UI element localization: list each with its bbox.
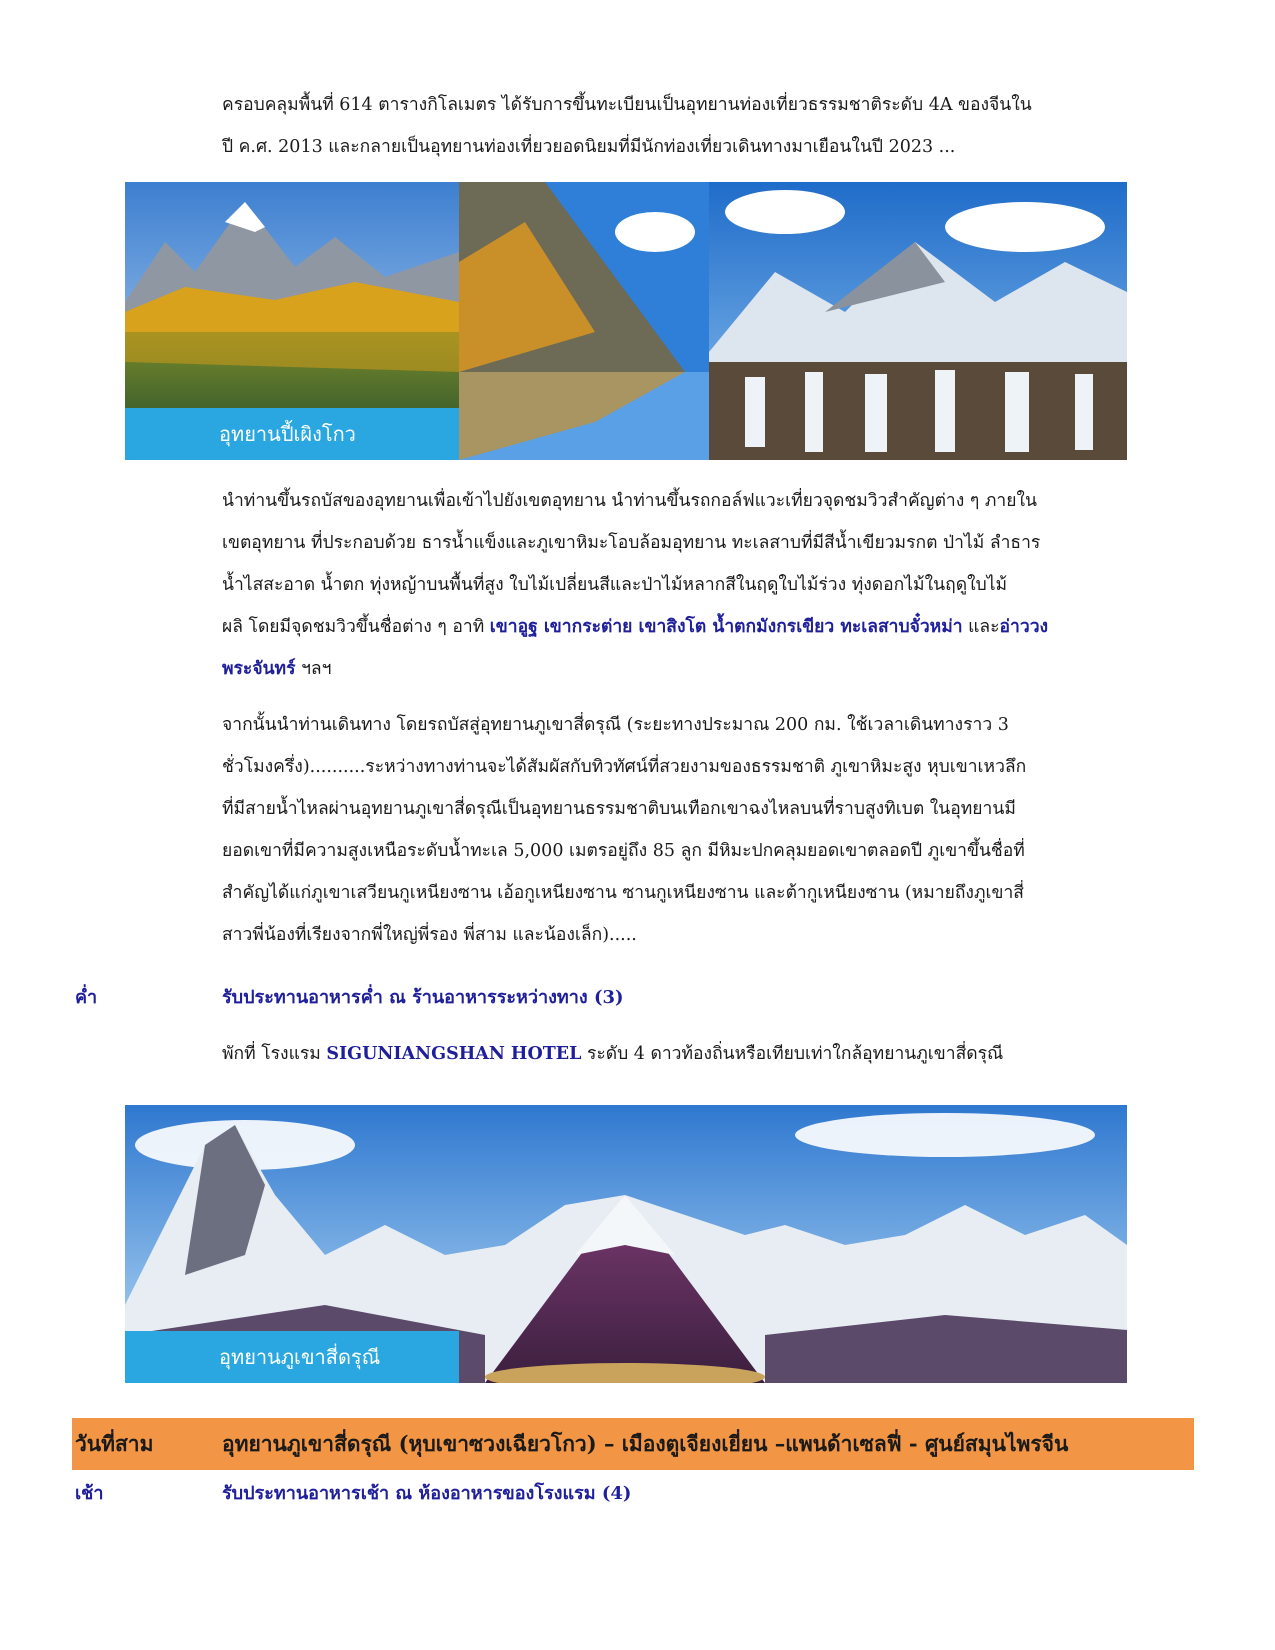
body-line: สำคัญได้แก่ภูเขาเสวียนกูเหนียงซาน เอ้อกูเหนียงซาน ซานกูเหนียงซาน และต้ากูเหนียงซาน (หมายถึงภูเขาสี่ — [222, 883, 1024, 903]
intro-paragraph — [222, 84, 1182, 168]
body-line — [222, 648, 1182, 690]
highlight-attraction: อ่าววง — [999, 617, 1049, 637]
body-line: สาวพี่น้องที่เรียงจากพี่ใหญ่พี่รอง พี่สาม และน้องเล็ก)..... — [222, 925, 637, 945]
body-line: เขตอุทยาน ที่ประกอบด้วย ธารน้ำแข็งและภูเขาหิมะโอบล้อมอุทยาน ทะเลสาบที่มีสีน้ำเขียวมรกต ป่าไม้ ลำธาร — [222, 533, 1041, 553]
body-line: ที่มีสายน้ำไหลผ่านอุทยานภูเขาสี่ดรุณีเป็นอุทยานธรรมชาติบนเทือกเขาฉงไหลบนที่ราบสูงทิเบต ในอุทยานมี — [222, 799, 1016, 819]
body-text: และ — [962, 617, 1000, 637]
journey-paragraph — [222, 704, 1182, 956]
intro-line: ครอบคลุมพื้นที่ 614 ตารางกิโลเมตร ได้รับการขึ้นทะเบียนเป็นอุทยานท่องเที่ยวธรรมชาติระดับ 4A ของจีนใน — [222, 95, 1032, 115]
day3-header-bar — [72, 1418, 1194, 1470]
body-line: จากนั้นนำท่านเดินทาง โดยรถบัสสู่อุทยานภูเขาสี่ดรุณี (ระยะทางประมาณ 200 กม. ใช้เวลาเดินทางราว 3 — [222, 715, 1009, 735]
photo-caption: อุทยานปี้เผิงโกว — [125, 408, 459, 460]
siguniang-mountain-photo — [125, 1105, 1127, 1383]
photo-caption: อุทยานภูเขาสี่ดรุณี — [125, 1331, 459, 1383]
meal-tag: ค่ำ — [75, 987, 98, 1008]
body-text: ฯลฯ — [295, 659, 332, 679]
highlight-attractions: เขาอูฐ เขากระต่าย เขาสิงโต น้ำตกมังกรเขียว ทะเลสาบจั๋วหม่า — [489, 617, 963, 637]
intro-line: ปี ค.ศ. 2013 และกลายเป็นอุทยานท่องเที่ยวยอดนิยมที่มีนักท่องเที่ยวเดินทางมาเยือนในปี 2023 ... — [222, 137, 956, 157]
hotel-line — [222, 1034, 1003, 1074]
meal-tag: เช้า — [75, 1483, 104, 1504]
bipenggou-photo-collage — [125, 182, 1127, 460]
body-line: ชั่วโมงครึ่ง)..........ระหว่างทางท่านจะได้สัมผัสกับทิวทัศน์ที่สวยงามของธรรมชาติ ภูเขาหิมะสูง หุบเขาเหวลึก — [222, 757, 1027, 777]
meal-text: รับประทานอาหารค่ำ ณ ร้านอาหารระหว่างทาง (3) — [222, 987, 624, 1008]
highlight-attraction: พระจันทร์ — [222, 659, 296, 679]
park-description-paragraph — [222, 480, 1182, 690]
breakfast-row — [0, 1474, 1275, 1514]
body-line — [222, 606, 1182, 648]
body-line: นำท่านขึ้นรถบัสของอุทยานเพื่อเข้าไปยังเขตอุทยาน นำท่านขึ้นรถกอล์ฟแวะเที่ยวจุดชมวิวสำคัญต่าง ๆ ภายใน — [222, 491, 1037, 511]
day-label: วันที่สาม — [75, 1431, 154, 1456]
hotel-text: พักที่ โรงแรม — [222, 1044, 327, 1064]
body-line: น้ำไสสะอาด น้ำตก ทุ่งหญ้าบนพื้นที่สูง ใบไม้เปลี่ยนสีและป่าไม้หลากสีในฤดูใบไม้ร่วง ทุ่งดอกไม้ในฤดูใบไม้ — [222, 575, 1008, 595]
body-text: ผลิ โดยมีจุดชมวิวขึ้นชื่อต่าง ๆ อาทิ — [222, 617, 490, 637]
day-title: อุทยานภูเขาสี่ดรุณี (หุบเขาซวงเฉียวโกว) – เมืองตูเจียงเยี่ยน –แพนด้าเซลฟี่ - ศูนย์สมุนไพรจีน — [222, 1431, 1069, 1456]
hotel-text: ระดับ 4 ดาวท้องถิ่นหรือเทียบเท่าใกล้อุทยานภูเขาสี่ดรุณี — [581, 1044, 1004, 1064]
dinner-row — [0, 978, 1275, 1018]
meal-text: รับประทานอาหารเช้า ณ ห้องอาหารของโรงแรม (4) — [222, 1483, 632, 1504]
body-line: ยอดเขาที่มีความสูงเหนือระดับน้ำทะเล 5,000 เมตรอยู่ถึง 85 ลูก มีหิมะปกคลุมยอดเขาตลอดปี ภูเขาขึ้นชื่อที่ — [222, 841, 1025, 861]
hotel-name: SIGUNIANGSHAN HOTEL — [326, 1044, 582, 1064]
